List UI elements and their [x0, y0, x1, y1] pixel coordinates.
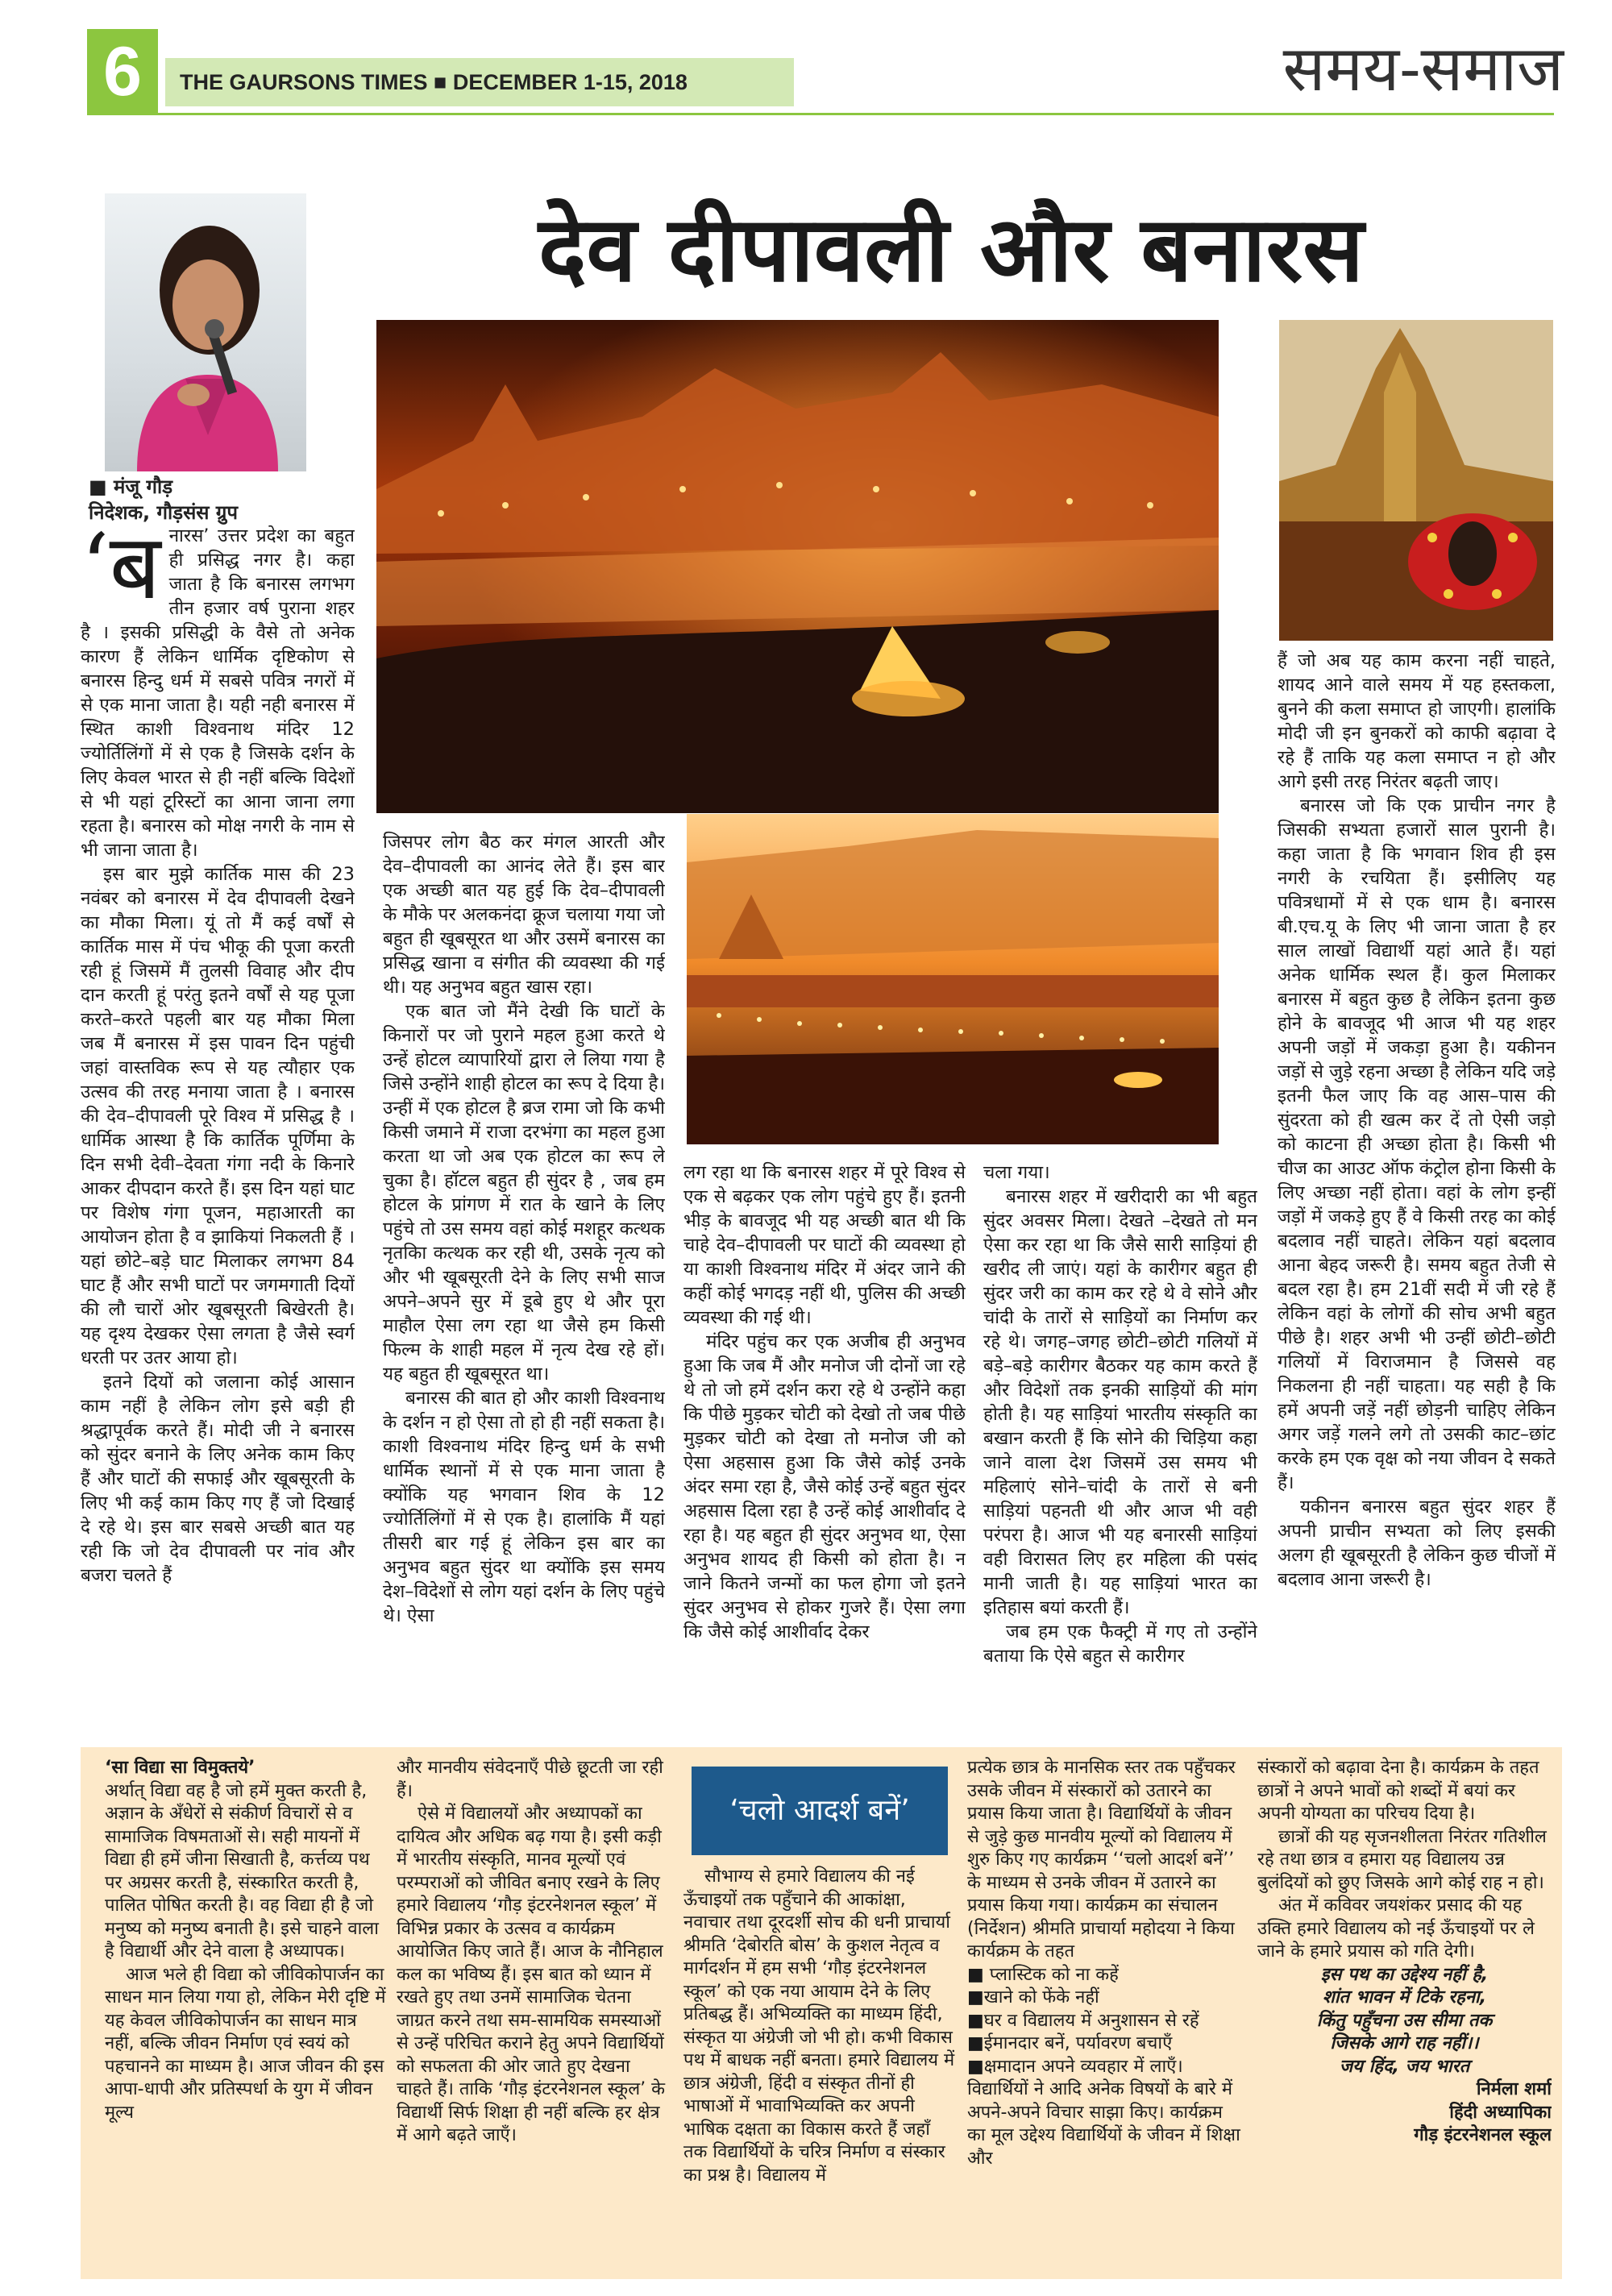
article-paragraph: जब हम एक फैक्ट्री में गए तो उन्होंने बताया कि ऐसे बहुत से कारीगर [983, 1621, 1257, 1667]
author-name: ■ मंजू गौड़ [89, 475, 173, 498]
article-paragraph: मंदिर पहुंच कर एक अजीब ही अनुभव हुआ कि जब मैं और मनोज जी दोनों जा रहे थे तो जो हमें दर्शन करा रहे थे उन्होंने कहा कि पीछे मुड़कर चोटी को देखो तो जब पीछे मुड़कर चोटी को देखा तो मनोज जी को ऐसा अहसास हुआ कि जैसे कोई उनके अंदर समा रहा है, जैसे कोई उन्हें बहुत सुंदर अहसास दिला रहा है उन्हें कोई आशीर्वाद दे रहा है। यह बहुत ही सुंदर अनुभव था, ऐसा अनुभव शायद ही किसी को होता है। न जाने कितने जन्मों का फल होगा जो इतने सुंदर अनुभव से होकर गुजरे हैं। ऐसा लगा कि जैसे कोई आशीर्वाद देकर [683, 1331, 966, 1642]
article-paragraph: नारस’ उत्तर प्रदेश का बहुत ही प्रसिद्ध नगर है। कहा जाता है कि बनारस लगभग तीन हजार वर्ष पुराना शहर है । इसकी प्रसिद्धी के वैसे तो अनेक कारण हैं लेकिन धार्मिक दृष्टिकोण से बनारस हिन्दु धर्म में सबसे पवित्र नगरों में से एक माना जाता है। यही नही बनारस में स्थित काशी विश्वनाथ मंदिर 12 ज्योर्तिलिंगों में से एक है जिसके दर्शन के लिए केवल भारत से ही नहीं बल्कि विदेशों से भी यहां टूरिस्टों का आना जाना लगा रहता है। बनारस को मोक्ष नगरी के नाम से भी जाना जाता है। [81, 525, 355, 861]
article-paragraph: बनारस शहर में खरीदारी का भी बहुत सुंदर अवसर मिला। देखते –देखते तो मन ऐसा कर रहा था कि जैसे सारी साड़ियां ही खरीद ली जाएं। यहां के कारीगर बहुत ही सुंदर जरी का काम कर रहे थे वे सोने और चांदी के तारों से साड़ियों का निर्माण कर रहे थे। जगह–जगह छोटी–छोटी गलियों में बड़े–बड़े कारीगर बैठकर यह काम करते हैं और विदेशों तक इनकी साड़ियों की मांग होती है। यह साड़ियां भारतीय संस्कृति का बखान करती हैं कि सोने की चिड़िया कहा जाने वाला देश जिसमें उस समय भी महिलाएं सोने–चांदी के तारों से बनी साड़ियां पहनती थी और आज भी वही परंपरा है। आज भी यह बनारसी साड़ियां वही विरासत लिए हर महिला की पसंद मानी जाती है। यह साड़ियां भारत का इतिहास बयां करती हैं। [983, 1186, 1257, 1618]
box-column-2 [397, 1757, 671, 2265]
box-paragraph: अंत में कविवर जयशंकर प्रसाद की यह उक्ति हमारे विद्यालय को नई ऊँचाइयों पर ले जाने के हमारे प्रयास को गति देगी। [1257, 1895, 1535, 1962]
box-paragraph: छात्रों की यह सृजनशीलता निरंतर गतिशील रहे तथा छात्र व हमारा यह विद्यालय उन्न बुलंदियों को छुए जिसके आगे कोई राह न हो। [1257, 1826, 1547, 1893]
page-number: 6 [87, 29, 158, 114]
poem-line: जिसके आगे राह नहीं।। [1330, 2033, 1479, 2053]
box-paragraph: संस्कारों को बढ़ावा देना है। कार्यक्रम के तहत छात्रों ने अपने भावों को शब्दों में बयां कर अपनी योग्यता का परिचय दिया है। [1257, 1758, 1539, 1824]
masthead-rule [87, 113, 1554, 115]
author-byline [89, 474, 379, 525]
author-portrait [105, 193, 306, 471]
box-column-4 [967, 1757, 1245, 2265]
poem-line: इस पथ का उद्देश्य नहीं है, [1320, 1964, 1489, 1985]
article-paragraph: हैं जो अब यह काम करना नहीं चाहते, शायद आने वाले समय में यह हस्तकला, बुनने की कला समाप्त हो जाएगी। हालांकि मोदी जी इन बुनकरों को काफी बढ़ावा दे रहे हैं ताकि यह कला समाप्त न हो और आगे इसी तरह निरंतर बढ़ती जाए। [1278, 650, 1556, 792]
section-title: समय-समाज [1282, 33, 1564, 106]
box-paragraph: अर्थात् विद्या वह है जो हमें मुक्त करती है, अज्ञान के अँधेरों से संकीर्ण विचारों से व सामाजिक विषमताओं से। सही मायनों में विद्या ही हमें जीना सिखाती है, कर्त्तव्य पथ पर अग्रसर करती है, संस्कारित करती है, पालित पोषित करती है। वह विद्या ही है जो मनुष्य को मनुष्य बनाती है। इसे चाहने वाला है विद्यार्थी और देने वाला है अध्यापक। [105, 1780, 379, 1962]
article-paragraph: चला गया। [983, 1162, 1050, 1183]
article-column-3 [683, 1160, 966, 1709]
temple-photo [1279, 320, 1553, 641]
ghat-photo [687, 814, 1219, 1144]
school-feature-title: ‘चलो आदर्श बनें’ [692, 1767, 948, 1855]
box-column-5 [1257, 1757, 1552, 2273]
box-paragraph: सौभाग्य से हमारे विद्यालय की नई ऊँचाइयों तक पहुँचाने की आकांक्षा, नवाचार तथा दूरदर्शी सोच की धनी प्राचार्या श्रीमति ‘देबोरति बोस’ के कुशल नेतृत्व व मार्गदर्शन में हम सभी ‘गौड़ इंटरनेशनल स्कूल’ को एक नया आयाम देने के लिए प्रतिबद्ध हैं। अभिव्यक्ति का माध्यम हिंदी, संस्कृत या अंग्रेजी जो भी हो। कभी विकास पथ में बाधक नहीं बनता। हमारे विद्यालय में छात्र अंग्रेजी, हिंदी व संस्कृत तीनों ही भाषाओं में भावाभिव्यक्ति कर अपनी भाषिक दक्षता का विकास करते हैं जहाँ तक विद्यार्थियों के चरित्र निर्माण व संस्कार का प्रश्न है। विद्यालय में [683, 1866, 955, 2186]
box-list-item: ■घर व विद्यालय में अनुशासन से रहें ■ईमानदार बनें, पर्यावरण बचाएँ [967, 2010, 1199, 2053]
article-column-2 [383, 830, 665, 1709]
box-column-3 [683, 1866, 958, 2269]
aarti-photo [376, 320, 1219, 813]
article-paragraph: इतने दियों को जलाना कोई आसान काम नहीं है लेकिन लोग इसे बड़ी ही श्रद्धापूर्वक करते हैं। मोदी जी ने बनारस को सुंदर बनाने के लिए अनेक काम किए हैं और घाटों की सफाई और खूबसूरती के लिए भी कई काम किए गए हैं जो दिखाई दे रहे थे। इस बार सबसे अच्छी बात यह रही कि जो देव दीपावली पर नांव और बजरा चलते हैं [81, 1372, 355, 1586]
article-paragraph: इस बार मुझे कार्तिक मास की 23 नवंबर को बनारस में देव दीपावली देखने का मौका मिला। यूं तो मैं कई वर्षों से कार्तिक मास में पंच भीकू की पूजा करती रही हूं जिसमें मैं तुलसी विवाह और दीप दान करती हूं परंतु इतने वर्षों से यह पूजा करते–करते पहली बार यह मौका मिला जब मैं बनारस में इस पावन दिन पहुंची जहां वास्तविक रूप से यह त्यौहार एक उत्सव की तरह मनाया जाता है । बनारस की देव–दीपावली पूरे विश्व में प्रसिद्ध है । धार्मिक आस्था है कि कार्तिक पूर्णिमा के दिन सभी देवी–देवता गंगा नदी के किनारे आकर दीपदान करते हैं। इस दिन यहां घाट पर विशेष गंगा पूजन, महाआरती का आयोजन होता है व झाकियां निकलती हैं । यहां छोटे–बड़े घाट मिलाकर लगभग 84 घाट हैं और सभी घाटों पर जगमगाती दियों की लौ चारों ओर खूबसूरती बिखेरती है। यह दृश्य देखकर ऐसा लगता है जैसे स्वर्ग धरती पर उतर आया हो। [81, 864, 355, 1368]
box-column-1 [105, 1757, 387, 2265]
closing-line: जय हिंद, जय भारत [1339, 2056, 1470, 2077]
drop-cap: ‘ब [81, 524, 161, 620]
article-paragraph: जिसपर लोग बैठ कर मंगल आरती और देव–दीपावली का आनंद लेते हैं। इस बार एक अच्छी बात यह हुई कि देव–दीपावली के मौके पर अलकनंदा क्रूज चलाया गया जो बहुत ही खूबसूरत था और उसमें बनारस का प्रसिद्ध खाना व संगीत की व्यवस्था की गई थी। यह अनुभव बहुत खास रहा। [383, 832, 665, 998]
publication-banner: THE GAURSONS TIMES ■ DECEMBER 1-15, 2018 [165, 58, 794, 106]
signature-role: हिंदी अध्यापिका [1449, 2102, 1552, 2123]
article-paragraph: बनारस जो कि एक प्राचीन नगर है जिसकी सभ्यता हजारों साल पुरानी है। कहा जाता है कि भगवान शिव ही इस नगरी के रचयिता हैं। इसीलिए यह पवित्रधामों में से एक धाम है। बनारस बी.एच.यू के लिए भी जाना जाता है हर साल लाखों विद्यार्थी यहां आते हैं। यहां अनेक धार्मिक स्थल हैं। कुल मिलाकर बनारस में बहुत कुछ है लेकिन इतना कुछ होने के बावजूद भी आज भी यह शहर अपनी जड़ों में जकड़ा हुआ है। यकीनन जड़ों से जुड़े रहना अच्छा है लेकिन यदि जड़े इतनी फैल जाए कि वह आस–पास की सुंदरता को ही खत्म कर दें तो ऐसी जड़ो को काटना ही अच्छा होता है। किसी भी चीज का आउट ऑफ कंट्रोल होना किसी के लिए अच्छा नहीं होता। वहां के लोग इन्हीं जड़ों में जकड़े हुए हैं वे किसी तरह का कोई बदलाव नहीं चाहते। लेकिन यहां बदलाव आना बेहद जरूरी है। समय बहुत तेजी से बदल रहा है। हम 21वीं सदी में जी रहे हैं लेकिन वहां के लोगों की सोच अभी बहुत पीछे है। शहर अभी भी उन्हीं छोटी–छोटी गलियों में विराजमान है जिससे वह निकलना ही नहीं चाहता। यह सही है कि हमें अपनी जड़ें नहीं छोड़नी चाहिए लेकिन अगर जड़ें गलने लगे तो उसकी काट–छांट करके हम एक वृक्ष को नया जीवन दे सकते हैं। [1278, 795, 1556, 1493]
article-paragraph: बनारस की बात हो और काशी विश्वनाथ के दर्शन न हो ऐसा तो हो ही नहीं सकता है। काशी विश्वनाथ मंदिर हिन्दु धर्म के सभी धार्मिक स्थानों में से एक माना जाता है क्योंकि यह भगवान शिव के 12 ज्योर्तिलिंगों में से एक है। हालांकि मैं यहां तीसरी बार गई हूं लेकिन इस बार का अनुभव बहुत सुंदर था क्योंकि इस समय देश–विदेशों से लोग यहां दर्शन के लिए पहुंचे थे। ऐसा [383, 1388, 665, 1626]
box-paragraph: आज भले ही विद्या को जीविकोपार्जन का साधन मान लिया गया हो, लेकिन मेरी दृष्टि में यह केवल जीविकोपार्जन का साधन मात्र नहीं, बल्कि जीवन निर्माण एवं स्वयं को पहचानने का माध्यम है। आज जीवन की इस आपा-धापी और प्रतिस्पर्धा के युग में जीवन मूल्य [105, 1964, 386, 2123]
box-paragraph: ऐसे में विद्यालयों और अध्यापकों का दायित्व और अधिक बढ़ गया है। इसी कड़ी में भारतीय संस्कृति, मानव मूल्यों एवं परम्पराओं को जीवित बनाए रखने के लिए हमारे विद्यालय ‘गौड़ इंटरनेशनल स्कूल’ में विभिन्न प्रकार के उत्सव व कार्यक्रम आयोजित किए जाते हैं। आज के नौनिहाल कल का भविष्य हैं। इस बात को ध्यान में रखते हुए तथा उनमें सामाजिक चेतना जाग्रत करने तथा सम-सामयिक समस्याओं से उन्हें परिचित कराने हेतु अपने विद्यार्थियों को सफलता की ओर जाते हुए देखना चाहते हैं। ताकि ‘गौड़ इंटरनेशनल स्कूल’ के विद्यार्थी सिर्फ शिक्षा ही नहीं बल्कि हर क्षेत्र में आगे बढ़ते जाएँ। [397, 1804, 665, 2145]
article-column-4 [983, 1160, 1257, 1709]
box-list-item: ■ प्लास्टिक को ना कहें [967, 1964, 1119, 1985]
article-paragraph: यकीनन बनारस बहुत सुंदर शहर हैं अपनी प्राचीन सभ्यता को लिए इसकी अलग ही खूबसूरती है लेकिन कुछ चीजों में बदलाव आना जरूरी है। [1278, 1497, 1556, 1590]
signature-school: गौड़ इंटरनेशनल स्कूल [1414, 2125, 1552, 2145]
article-headline: देव दीपावली और बनारस [538, 197, 1365, 302]
article-paragraph: लग रहा था कि बनारस शहर में पूरे विश्व से एक से बढ़कर एक लोग पहुंचे हुए हैं। इतनी भीड़ के बावजूद भी यह अच्छी बात थी कि चाहे देव–दीपावली पर घाटों की व्यवस्था हो या काशी विश्वनाथ मंदिर में अंदर जाने की कहीं कोई भगदड़ नहीं थी, पुलिस की अच्छी व्यवस्था की गई थी। [683, 1162, 966, 1328]
article-column-1 [81, 524, 355, 1709]
box-list-item: ■क्षमादान अपने व्यवहार में लाएँ। [967, 2056, 1183, 2077]
box-paragraph: और मानवीय संवेदनाएँ पीछे छूटती जा रही हैं। [397, 1758, 663, 1801]
poem-line: शांत भावन में टिके रहना, [1322, 1987, 1487, 2007]
box-paragraph: विद्यार्थियों ने आदि अनेक विषयों के बारे में अपने-अपने विचार साझा किए। कार्यक्रम का मूल उद्देश्य विद्यार्थियों के जीवन में शिक्षा और [967, 2079, 1240, 2169]
box-heading: ‘सा विद्या सा विमुक्तये’ [105, 1758, 256, 1778]
signature-name: निर्मला शर्मा [1476, 2079, 1552, 2099]
author-title: निदेशक, गौड़संस ग्रुप [89, 501, 239, 524]
article-column-5 [1278, 649, 1556, 1709]
box-list-item: ■खाने को फेंके नहीं [967, 1987, 1099, 2007]
article-paragraph: एक बात जो मैंने देखी कि घाटों के किनारों पर जो पुराने महल हुआ करते थे उन्हें होटल व्यापारियों द्वारा ले लिया गया है जिसे उन्होंने शाही होटल का रूप दे दिया है। उन्हीं में एक होटल है ब्रज रामा जो कि कभी किसी जमाने में राजा दरभंगा का महल हुआ करता था जो अब एक होटल का रूप ले चुका है। हॉटल बहुत ही सुंदर है , जब हम होटल के प्रांगण में रात के खाने के लिए पहुंचे तो उस समय वहां कोई मशहूर कत्थक नृतकिा कत्थक कर रही थी, उसके नृत्य को और भी खूबसूरती देने के लिए सभी साज अपने–अपने सुर में डूबे हुए थे और पूरा माहौल ऐसा लग रहा था जैसे हम किसी फिल्म के शाही महल में नृत्य देख रहे हों। यह बहुत ही खूबसूरत था। [383, 1001, 665, 1385]
box-paragraph: प्रत्येक छात्र के मानसिक स्तर तक पहुँचकर उसके जीवन में संस्कारों को उतारने का प्रयास किया जाता है। विद्यार्थियों के जीवन से जुड़े कुछ मानवीय मूल्यों को विद्यालय में शुरु किए गए कार्यक्रम ‘‘चलो आदर्श बनें’’ के माध्यम से उनके जीवन में उतारने का प्रयास किया गया। कार्यक्रम का संचालन (निर्देशन) श्रीमति प्राचार्या महोदया ने किया कार्यक्रम के तहत [967, 1758, 1236, 1962]
poem-line: किंतु पहुँचना उस सीमा तक [1316, 2010, 1493, 2031]
